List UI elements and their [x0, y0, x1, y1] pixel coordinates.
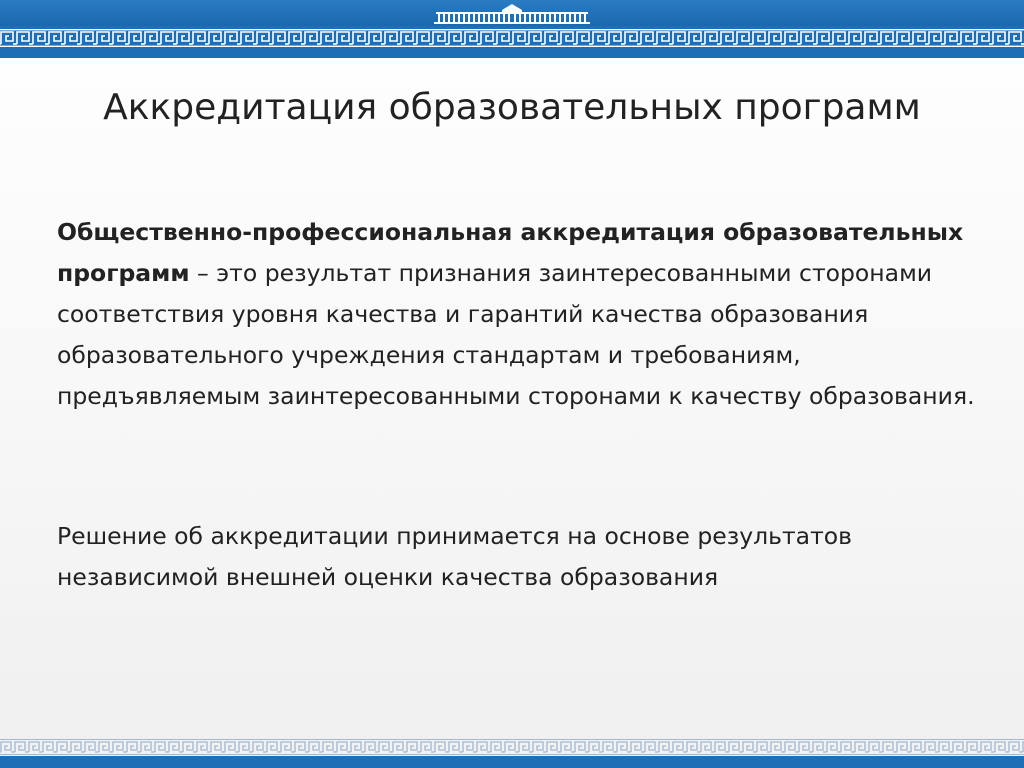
- greek-meander-bottom-border: [0, 738, 1024, 756]
- definition-text: – это результат признания заинтересованными сторонами соответствия уровня качества и гарантий качества образования образовательного учреждения стандартам и требованиям, предъявляемым заинтересованными сторонами к качеству образования.: [57, 259, 975, 410]
- definition-term: Общественно-профессиональная аккредитация образовательных программ: [57, 218, 964, 287]
- decision-paragraph: Решение об аккредитации принимается на основе результатов независимой внешней оценки качества образования: [57, 522, 852, 591]
- building-facade-icon: [432, 2, 592, 24]
- greek-meander-top-border: [0, 28, 1024, 48]
- top-banner: [0, 0, 1024, 58]
- bottom-bar: [0, 756, 1024, 768]
- slide-title: Аккредитация образовательных программ: [103, 87, 921, 128]
- definition-paragraph: [57, 212, 987, 417]
